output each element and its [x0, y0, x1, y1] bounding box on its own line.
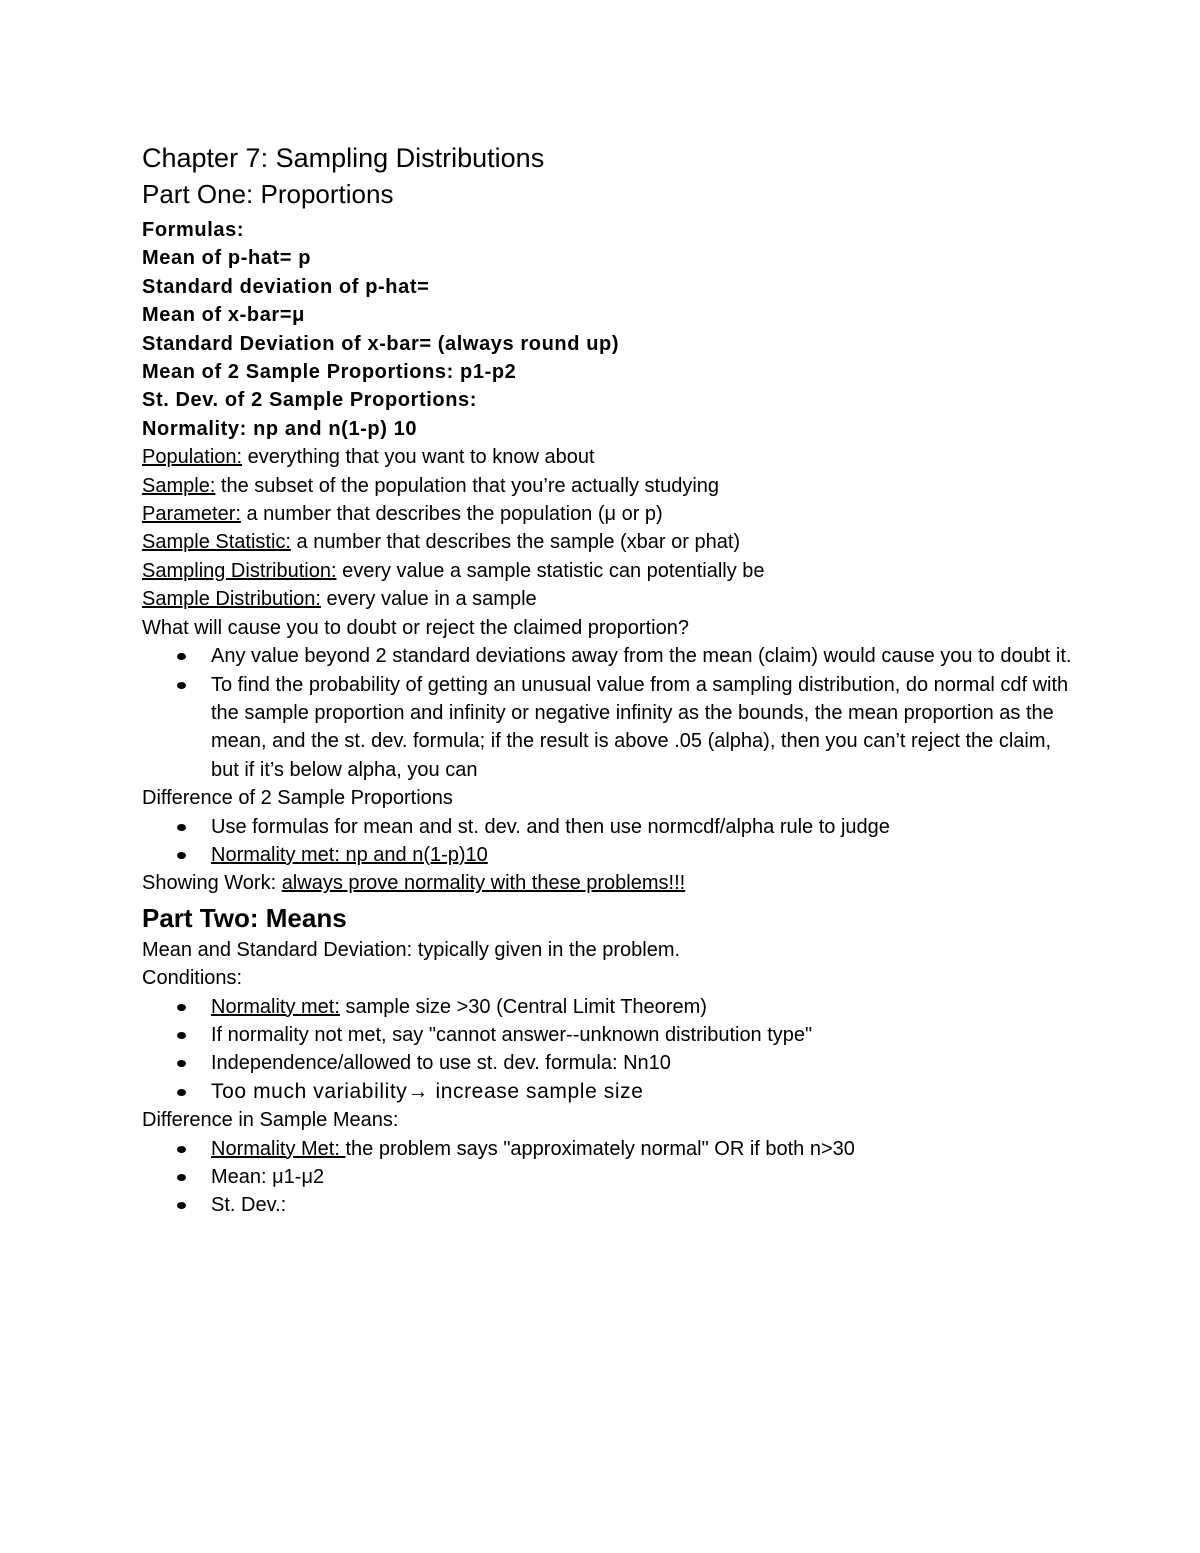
definition-sample-distribution [142, 585, 1072, 613]
bullet-icon [177, 824, 186, 831]
showing-work-text: always prove normality with these problems!!! [281, 872, 686, 895]
definition-text: a number that describes the population (μ or p) [240, 503, 663, 526]
formula-mean-xbar: Mean of x-bar=μ [142, 304, 305, 327]
list-item [211, 671, 1072, 785]
bullet-icon [177, 1089, 186, 1096]
formula-normality: Normality: np and n(1-p) 10 [142, 417, 418, 440]
definition-term: Sample: [142, 474, 216, 497]
definition-sample-statistic [142, 528, 1072, 556]
bullet-term: Normality met: [211, 995, 340, 1018]
showing-work [142, 869, 1072, 897]
doubt-question: What will cause you to doubt or reject the claimed proportion? [142, 616, 689, 639]
formula-sd-2-props: St. Dev. of 2 Sample Proportions: [142, 389, 478, 412]
list-item [211, 642, 1072, 670]
definition-population [142, 443, 1072, 471]
showing-work-label: Showing Work: [142, 872, 282, 895]
doubt-bullet-list [142, 642, 1072, 784]
definition-text: the subset of the population that you’re actually studying [215, 474, 720, 497]
definition-text: everything that you want to know about [242, 446, 595, 469]
list-item [211, 1078, 1072, 1106]
bullet-icon [177, 852, 186, 859]
bullet-text: St. Dev.: [211, 1194, 287, 1217]
diff-props-heading: Difference of 2 Sample Proportions [142, 787, 453, 810]
part-one-title: Part One: Proportions [142, 179, 394, 209]
list-item [211, 841, 1072, 869]
bullet-text: If normality not met, say "cannot answer--unknown distribution type" [211, 1023, 813, 1046]
bullet-text: Use formulas for mean and st. dev. and then use normcdf/alpha rule to judge [211, 815, 890, 838]
formula-mean-phat: Mean of p-hat= p [142, 247, 312, 270]
formula-sd-phat: Standard deviation of p-hat= [142, 275, 430, 298]
definition-term: Population: [142, 446, 243, 469]
conditions-bullet-list [142, 993, 1072, 1107]
list-item [211, 1163, 1072, 1191]
bullet-icon [177, 1004, 186, 1011]
formulas-heading: Formulas: [142, 219, 245, 241]
definition-term: Sampling Distribution: [142, 559, 337, 582]
definition-term: Sample Statistic: [142, 531, 291, 554]
bullet-icon [177, 1202, 186, 1209]
definition-text: every value in a sample [320, 588, 537, 611]
diff-means-heading: Difference in Sample Means: [142, 1109, 399, 1132]
definition-term: Sample Distribution: [142, 588, 321, 611]
formula-mean-2-props: Mean of 2 Sample Proportions: p1-p2 [142, 361, 517, 384]
list-item [211, 1191, 1072, 1219]
definition-parameter [142, 500, 1072, 528]
conditions-heading: Conditions: [142, 967, 243, 990]
list-item [211, 1135, 1072, 1163]
bullet-text: Mean: μ1-μ2 [211, 1166, 325, 1188]
list-item [211, 813, 1072, 841]
list-item [211, 1021, 1072, 1049]
bullet-text: To find the probability of getting an unusual value from a sampling distribution, do normal cdf with the sample proportion and infinity or negative infinity as the bounds, the mean proportion as the mean, and the st. dev. formula; if the result is above .05 (alpha), then you can’t reject the claim, but if it’s below alpha, you can [211, 673, 1069, 781]
part-two-title: Part Two: Means [142, 902, 347, 933]
bullet-icon [177, 1032, 186, 1039]
definition-sample [142, 472, 1072, 500]
definition-sampling-distribution [142, 557, 1072, 585]
bullet-text: Normality met: np and n(1-p)10 [211, 843, 488, 866]
list-item [211, 1049, 1072, 1077]
bullet-icon [177, 1146, 186, 1153]
definition-text: every value a sample statistic can potentially be [336, 559, 765, 582]
chapter-title: Chapter 7: Sampling Distributions [142, 143, 545, 173]
bullet-text: Any value beyond 2 standard deviations away from the mean (claim) would cause you to doubt it. [211, 645, 1072, 668]
bullet-text: the problem says "approximately normal" OR if both n>30 [345, 1137, 855, 1160]
bullet-icon [177, 682, 186, 689]
diff-means-bullet-list [142, 1135, 1072, 1220]
definition-term: Parameter: [142, 503, 241, 526]
bullet-term: Normality Met: [211, 1137, 346, 1160]
bullet-text: Too much variability→ increase sample size [211, 1079, 644, 1103]
bullet-text: sample size >30 (Central Limit Theorem) [339, 995, 707, 1018]
diff-props-bullet-list [142, 813, 1072, 870]
mean-sd-line: Mean and Standard Deviation: typically given in the problem. [142, 938, 681, 961]
bullet-text: Independence/allowed to use st. dev. formula: Nn10 [211, 1052, 671, 1075]
formula-sd-xbar: Standard Deviation of x-bar= (always round up) [142, 332, 620, 355]
definition-text: a number that describes the sample (xbar or phat) [290, 531, 741, 554]
bullet-icon [177, 653, 186, 660]
bullet-icon [177, 1174, 186, 1181]
list-item [211, 993, 1072, 1021]
bullet-icon [177, 1060, 186, 1067]
document-body [142, 140, 1072, 1220]
